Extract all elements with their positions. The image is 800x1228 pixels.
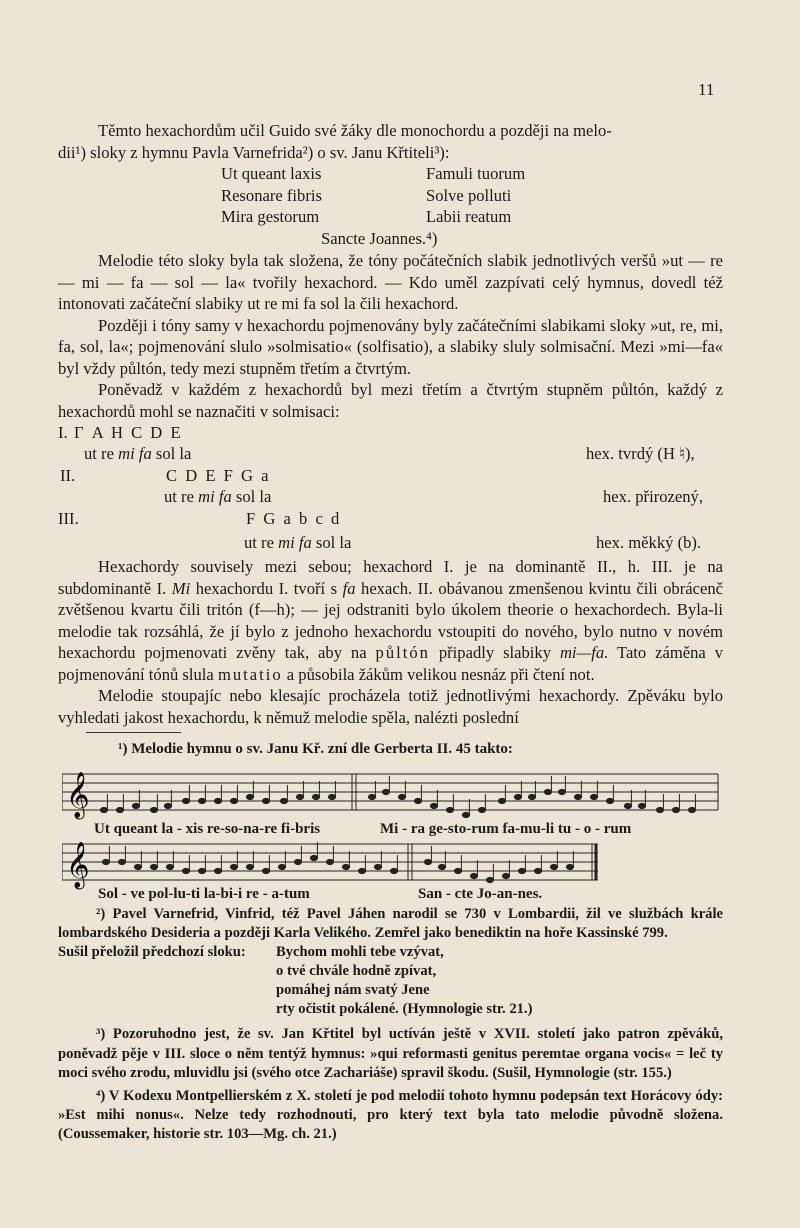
hexachord-notes: C D E F G a (166, 466, 271, 485)
note-head (390, 868, 397, 873)
hexachord-notes: F G a b c d (246, 509, 342, 528)
note-head (438, 864, 445, 869)
music-staff-1 (62, 770, 722, 820)
note-head (672, 807, 679, 812)
syllables: ut re (84, 444, 114, 463)
footnote-rule (86, 732, 181, 733)
footnote-1: ¹) Melodie hymnu o sv. Janu Kř. zní dle Gerberta II. 45 takto: (118, 741, 513, 757)
hexachord-type: hex. přirozený, (603, 487, 703, 506)
footnotes (58, 905, 723, 1149)
syllables-emphasis: mi fa (198, 487, 232, 506)
note-head (182, 798, 189, 803)
hymn-line: Sancte Joannes.⁴) (321, 228, 438, 248)
syllables-emphasis: mi fa (278, 533, 312, 552)
note-head (550, 864, 557, 869)
note-head (296, 794, 303, 799)
hexachord-type: hex. tvrdý (H ♮), (586, 444, 695, 463)
hexachord-notes: Γ A H C D E (74, 423, 183, 442)
note-head (326, 859, 333, 864)
treble-clef-icon: 𝄞 (66, 842, 90, 888)
syllables: sol la (315, 533, 352, 552)
music-staff-2 (62, 840, 622, 890)
note-head (246, 864, 253, 869)
note-head (606, 798, 613, 803)
footnote-2: ²) Pavel Varnefrid, Vinfrid, též Pavel Jáhen narodil se 730 v Lombardii, žil ve službách krále lombardského Desideria a později Karla Velikého. Zemřel jako benediktin na hoře Kassinské 799. (58, 906, 723, 942)
note-head (486, 877, 493, 882)
staff-1-notes (100, 776, 695, 818)
note-head (198, 798, 205, 803)
note-head (132, 803, 139, 808)
hexachord-syllables (84, 443, 191, 465)
syllables: sol la (235, 487, 272, 506)
hexachord-syllables (164, 486, 271, 508)
text-run: hexachordu I. tvoří s (195, 578, 338, 598)
note-head (544, 789, 551, 794)
footnote-poem (58, 943, 723, 1019)
note-head (534, 868, 541, 873)
note-head (102, 859, 109, 864)
note-head (470, 873, 477, 878)
note-head (310, 855, 317, 860)
note-head (566, 864, 573, 869)
footnote-3: ³) Pozoruhodno jest, že sv. Jan Křtitel byl uctíván ještě v XVII. století jako patron zpěváků, poněvadž pěje v III. sloce o něm tentýž hymnus: »qui reformasti genitus peremtae organa vocis« = leč ty moci svého zrodu, mluvidlu jsi (svého otce Zachariáše) spravil škodu. (Sušil, Hymnologie (str. 155.) (58, 1026, 723, 1081)
hymn-line: Mira gestorum (221, 207, 320, 226)
note-head (278, 864, 285, 869)
note-head (134, 864, 141, 869)
note-head (342, 864, 349, 869)
syllables: ut re (244, 533, 274, 552)
text-run: Tato záměna v pojmenování tónů slula (58, 643, 724, 684)
hexachord-syllables (244, 532, 351, 554)
note-head (182, 868, 189, 873)
note-head (414, 798, 421, 803)
note-head (624, 803, 631, 808)
note-head (590, 794, 597, 799)
paragraph-6: Melodie stoupajíc nebo klesajíc procházela totiž jednotlivými hexachordy. Zpěváku bylo vyhledati jakost hexachordu, k němuž melodie spěla, nalézti poslední (58, 686, 723, 727)
text-run: připadly slabiky (438, 643, 552, 662)
note-head (528, 794, 535, 799)
paragraph-3: Později i tóny samy v hexachordu pojmenovány byly začátečními slabikami sloky »ut, re, mi, fa, sol, la«; pojmenování slulo »solmisatio« (solfisatio), a slabiky sluly solmisační. Mezi »mi—fa« byl vždy půltón, tedy mezi stupněm třetím a čtvrtým. (58, 315, 723, 378)
hymn-line: Resonare fibris (221, 185, 322, 205)
note-head (574, 794, 581, 799)
treble-clef-icon: 𝄞 (66, 772, 90, 818)
note-head (100, 807, 107, 812)
note-head (368, 794, 375, 799)
hexachord-type: hex. měkký (b). (596, 533, 702, 552)
paragraph-1-line-1: Těmto hexachordům učil Guido své žáky dle monochordu a později na melo- (98, 121, 612, 140)
note-head (198, 868, 205, 873)
note-head (262, 868, 269, 873)
poem-intro: Sušil přeložil předchozí sloku: (58, 944, 246, 961)
note-head (150, 807, 157, 812)
syllables: ut re (164, 487, 194, 506)
note-head (430, 803, 437, 808)
hymn-line: Labii reatum (426, 207, 512, 226)
hexachord-table-row-3 (58, 532, 723, 556)
text-emphasis: fa (342, 578, 356, 598)
note-head (230, 798, 237, 803)
syllables: sol la (155, 444, 192, 463)
text-run: a působila žákům velikou nesnáz při čtení not. (286, 664, 595, 684)
poem-line: o tvé chvále hodně zpívat, (276, 963, 437, 980)
note-head (164, 803, 171, 808)
note-head (150, 864, 157, 869)
lyrics-line: Ut queant la - xis re-so-na-re fi-bris (94, 821, 321, 837)
hymn-line: Famuli tuorum (426, 164, 526, 183)
lyrics-line: Mi - ra ge-sto-rum fa-mu-li tu - o - rum (380, 821, 632, 837)
note-head (656, 807, 663, 812)
text-spaced: mutatio (217, 664, 283, 684)
text-emphasis: Mi (171, 578, 191, 598)
main-text (58, 120, 723, 728)
note-head (214, 868, 221, 873)
note-head (214, 798, 221, 803)
hexachord-table (58, 422, 723, 532)
note-head (498, 798, 505, 803)
note-head (462, 812, 469, 817)
paragraph-1-line-2: dii¹) sloky z hymnu Pavla Varnefrida²) o sv. Janu Křtiteli³): (58, 142, 450, 162)
poem-line: Bychom mohli tebe vzývat, (276, 944, 444, 961)
note-head (514, 794, 521, 799)
footnote-4: ⁴) V Kodexu Montpellierském z X. století je pod melodií tohoto hymnu podepsán text Horácovy ódy: »Est mihi nonus«. Nelze tedy rozhodnouti, pro který text byla tato melodie původně složena. (Coussemaker, historie str. 103—Mg. ch. 21.) (58, 1088, 723, 1143)
hymn-line: Ut queant laxis (221, 164, 322, 183)
note-head (398, 794, 405, 799)
note-head (478, 807, 485, 812)
note-head (454, 868, 461, 873)
note-head (358, 868, 365, 873)
note-head (280, 798, 287, 803)
lyrics-line: Sol - ve pol-lu-ti la-bi-i re - a-tum (98, 886, 310, 902)
text-run: hexach. II. obávanou zmenšenou kvintu čili obrácenč zvětšenou kvartu čili tritón (f—h); — jej odstraniti bylo úkolem theorie o hexachordech. Byla-li melodie tak rozsáhlá, že jí bylo z jednoho hexachordu vstoupiti do nového, bylo nutno v novém hexachordu pojmenovati zvěny tak, aby na (58, 578, 723, 662)
note-head (230, 864, 237, 869)
note-head (638, 803, 645, 808)
syllables-emphasis: mi fa (118, 444, 152, 463)
note-head (166, 864, 173, 869)
note-head (688, 807, 695, 812)
page-number: 11 (698, 80, 715, 99)
text-spaced: půltón (375, 643, 430, 662)
note-head (116, 807, 123, 812)
note-head (446, 807, 453, 812)
note-head (558, 789, 565, 794)
note-head (502, 873, 509, 878)
paragraph-5 (58, 556, 723, 685)
note-head (382, 789, 389, 794)
poem-line: rty očistit pokálené. (Hymnologie str. 21.) (276, 1001, 533, 1018)
note-head (246, 794, 253, 799)
hexachord-label: II. (60, 466, 76, 485)
paragraph-2: Melodie této sloky byla tak složena, že tóny počátečních slabik jednotlivých veršů »ut — re — mi — fa — sol — la« tvořily hexachord. — Kdo uměl zazpívati celý hymnus, dovedl též intonovati začáteční slabiky ut re mi fa sol la čili hexachord. (58, 251, 723, 313)
paragraph-4: Poněvadž v každém z hexachordů byl mezi třetím a čtvrtým stupněm půltón, každý z hexachordů mohl se naznačiti v solmisaci: (58, 380, 723, 421)
note-head (374, 864, 381, 869)
hexachord-label: I. (58, 423, 68, 442)
hymn-verse (58, 163, 723, 250)
text-run: Hexachordy souvisely mezi sebou; hexachord I. je na dominantě II., h. III. je na subdominantě I. (58, 557, 723, 598)
note-head (312, 794, 319, 799)
note-head (424, 859, 431, 864)
poem-line: pomáhej nám svatý Jene (276, 982, 430, 999)
note-head (294, 859, 301, 864)
hexachord-label: III. (58, 509, 79, 528)
note-head (262, 798, 269, 803)
note-head (518, 868, 525, 873)
text-emphasis: mi—fa. (559, 643, 609, 662)
note-head (118, 859, 125, 864)
note-head (328, 794, 335, 799)
hymn-line: Solve polluti (426, 185, 512, 205)
lyrics-line: San - cte Jo-an-nes. (418, 886, 543, 902)
